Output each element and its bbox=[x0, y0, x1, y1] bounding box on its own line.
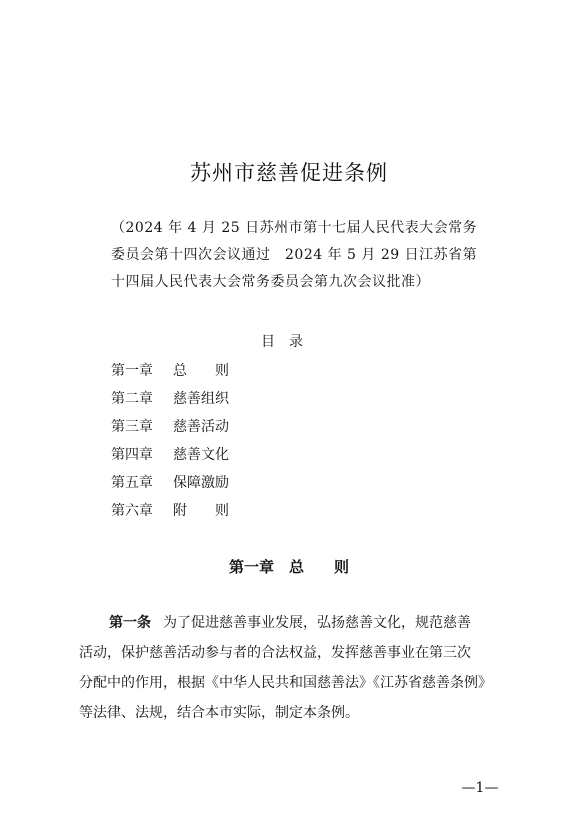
toc-item bbox=[111, 469, 371, 497]
article-first-line bbox=[79, 608, 505, 638]
toc-chapter-title: 慈善组织 bbox=[173, 391, 229, 407]
approval-line: 十四届人民代表大会常务委员会第九次会议批准） bbox=[111, 274, 430, 290]
toc-item bbox=[111, 497, 371, 525]
toc-heading-text: 目录 bbox=[261, 334, 317, 350]
toc-chapter-title: 附 则 bbox=[173, 503, 229, 519]
toc-item bbox=[111, 413, 371, 441]
toc-chapter-number: 第四章 bbox=[111, 447, 153, 463]
toc-chapter-number: 第一章 bbox=[111, 363, 153, 379]
article-text-line: 活动，保护慈善活动参与者的合法权益，发挥慈善事业在第三次 bbox=[79, 645, 471, 661]
approval-line: 委员会第十四次会议通过 2024 年 5 月 29 日江苏省第 bbox=[111, 247, 478, 263]
approval-note bbox=[111, 215, 481, 296]
toc-chapter-number: 第三章 bbox=[111, 419, 153, 435]
table-of-contents-heading bbox=[0, 331, 578, 351]
toc-chapter-title: 慈善文化 bbox=[173, 447, 229, 463]
article-paragraph bbox=[79, 608, 505, 728]
article-text-line: 为了促进慈善事业发展，弘扬慈善文化，规范慈善 bbox=[163, 615, 471, 631]
toc-item bbox=[111, 385, 371, 413]
document-title: 苏州市慈善促进条例 bbox=[190, 161, 388, 185]
article-text-line: 分配中的作用，根据《中华人民共和国慈善法》《江苏省慈善条例》 bbox=[79, 675, 492, 691]
article-label: 第一条 bbox=[109, 615, 151, 631]
chapter-heading: 第一章 总 则 bbox=[228, 558, 349, 576]
toc-chapter-title: 保障激励 bbox=[173, 475, 229, 491]
toc-chapter-title: 慈善活动 bbox=[173, 419, 229, 435]
toc-chapter-title: 总 则 bbox=[173, 363, 229, 379]
toc-chapter-number: 第二章 bbox=[111, 391, 153, 407]
toc-chapter-number: 第六章 bbox=[111, 503, 153, 519]
table-of-contents bbox=[111, 357, 371, 525]
toc-item bbox=[111, 441, 371, 469]
page-number: —1— bbox=[461, 780, 499, 796]
toc-chapter-number: 第五章 bbox=[111, 475, 153, 491]
toc-item bbox=[111, 357, 371, 385]
article-text-line: 等法律、法规，结合本市实际，制定本条例。 bbox=[79, 705, 359, 721]
approval-line: （2024 年 4 月 25 日苏州市第十七届人民代表大会常务 bbox=[111, 220, 478, 236]
